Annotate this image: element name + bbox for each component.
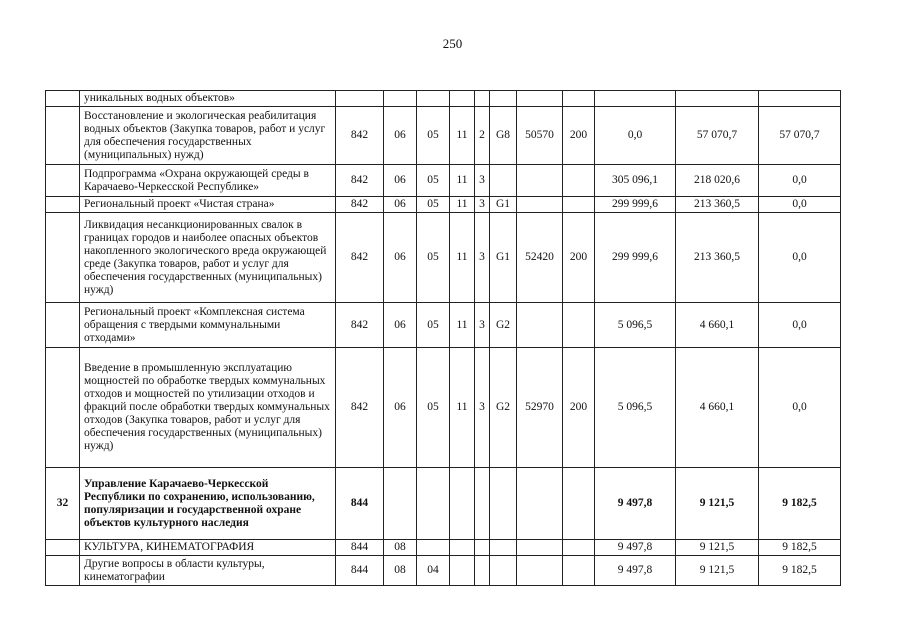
item-name-cell: Ликвидация несанкционированных свалок в границах городов и наиболее опасных объектов накопленного экологического вреда окружающей среде (Закупка товаров, работ и услуг для обеспечения государственных (муниципальных) нужд) [80, 213, 336, 303]
program-code-cell [450, 91, 475, 107]
subprogram-code-cell [475, 540, 490, 556]
amount-year1-cell: 5 096,5 [595, 348, 676, 468]
amount-year3-cell: 9 182,5 [759, 556, 841, 586]
expense-type-cell: 200 [563, 348, 595, 468]
amount-year1-cell: 9 497,8 [595, 468, 676, 540]
subprogram-code-cell: 3 [475, 348, 490, 468]
item-name-cell: Другие вопросы в области культуры, кинематографии [80, 556, 336, 586]
program-code-cell: 11 [450, 197, 475, 213]
direction-code-cell: 50570 [517, 107, 563, 165]
page-number: 250 [442, 36, 463, 51]
amount-year1-cell [595, 91, 676, 107]
subprogram-code-cell [475, 468, 490, 540]
row-number-cell [46, 165, 80, 197]
amount-year1-cell: 9 497,8 [595, 540, 676, 556]
item-name-cell: Региональный проект «Чистая страна» [80, 197, 336, 213]
amount-year2-cell: 213 360,5 [676, 197, 759, 213]
project-code-cell [490, 468, 517, 540]
row-number-cell [46, 91, 80, 107]
ministry-code-cell: 844 [336, 468, 384, 540]
amount-year2-cell: 9 121,5 [676, 540, 759, 556]
ministry-code-cell: 842 [336, 165, 384, 197]
table-row [46, 213, 841, 303]
project-code-cell [490, 540, 517, 556]
amount-year3-cell: 0,0 [759, 348, 841, 468]
row-number-cell [46, 107, 80, 165]
expense-type-cell [563, 468, 595, 540]
ministry-code-cell: 842 [336, 213, 384, 303]
section-code-cell: 06 [384, 348, 417, 468]
amount-year2-cell: 218 020,6 [676, 165, 759, 197]
direction-code-cell [517, 556, 563, 586]
subsection-code-cell: 05 [417, 348, 450, 468]
item-name-cell: Введение в промышленную эксплуатацию мощностей по обработке твердых коммунальных отходов и мощностей по утилизации отходов и фракций после обработки твердых коммунальных отходов (Закупка товаров, работ и услуг для обеспечения государственных (муниципальных) нужд) [80, 348, 336, 468]
amount-year1-cell: 5 096,5 [595, 303, 676, 348]
expense-type-cell: 200 [563, 107, 595, 165]
expense-type-cell [563, 303, 595, 348]
ministry-code-cell: 842 [336, 107, 384, 165]
subprogram-code-cell: 2 [475, 107, 490, 165]
project-code-cell [490, 165, 517, 197]
amount-year2-cell: 4 660,1 [676, 348, 759, 468]
direction-code-cell [517, 197, 563, 213]
row-number-cell [46, 540, 80, 556]
project-code-cell: G8 [490, 107, 517, 165]
project-code-cell [490, 556, 517, 586]
expense-type-cell [563, 540, 595, 556]
subsection-code-cell: 04 [417, 556, 450, 586]
subsection-code-cell: 05 [417, 197, 450, 213]
item-name-cell: КУЛЬТУРА, КИНЕМАТОГРАФИЯ [80, 540, 336, 556]
project-code-cell [490, 91, 517, 107]
ministry-code-cell: 842 [336, 348, 384, 468]
amount-year3-cell: 9 182,5 [759, 540, 841, 556]
section-code-cell: 06 [384, 213, 417, 303]
subprogram-code-cell [475, 556, 490, 586]
ministry-code-cell: 844 [336, 556, 384, 586]
table-row [46, 348, 841, 468]
table-row [46, 303, 841, 348]
program-code-cell: 11 [450, 165, 475, 197]
expense-type-cell [563, 197, 595, 213]
table-row [46, 468, 841, 540]
project-code-cell: G1 [490, 213, 517, 303]
amount-year2-cell: 57 070,7 [676, 107, 759, 165]
table-row [46, 91, 841, 107]
table-row [46, 165, 841, 197]
expense-type-cell [563, 165, 595, 197]
direction-code-cell [517, 165, 563, 197]
direction-code-cell [517, 468, 563, 540]
table-row [46, 107, 841, 165]
direction-code-cell [517, 303, 563, 348]
table-row [46, 556, 841, 586]
amount-year2-cell: 9 121,5 [676, 556, 759, 586]
subsection-code-cell [417, 468, 450, 540]
subprogram-code-cell [475, 91, 490, 107]
subsection-code-cell: 05 [417, 303, 450, 348]
amount-year3-cell: 0,0 [759, 303, 841, 348]
expense-type-cell: 200 [563, 213, 595, 303]
amount-year3-cell: 0,0 [759, 165, 841, 197]
ministry-code-cell [336, 91, 384, 107]
item-name-cell: уникальных водных объектов» [80, 91, 336, 107]
project-code-cell: G2 [490, 348, 517, 468]
ministry-code-cell: 844 [336, 540, 384, 556]
ministry-code-cell: 842 [336, 197, 384, 213]
table-row [46, 197, 841, 213]
amount-year2-cell: 9 121,5 [676, 468, 759, 540]
direction-code-cell [517, 91, 563, 107]
subsection-code-cell [417, 540, 450, 556]
subprogram-code-cell: 3 [475, 197, 490, 213]
program-code-cell [450, 556, 475, 586]
amount-year3-cell: 0,0 [759, 213, 841, 303]
row-number-cell: 32 [46, 468, 80, 540]
row-number-cell [46, 348, 80, 468]
direction-code-cell [517, 540, 563, 556]
amount-year3-cell: 57 070,7 [759, 107, 841, 165]
amount-year1-cell: 0,0 [595, 107, 676, 165]
amount-year2-cell: 4 660,1 [676, 303, 759, 348]
program-code-cell [450, 468, 475, 540]
section-code-cell [384, 468, 417, 540]
section-code-cell: 06 [384, 107, 417, 165]
item-name-cell: Восстановление и экологическая реабилитация водных объектов (Закупка товаров, работ и услуг для обеспечения государственных (муниципальных) нужд) [80, 107, 336, 165]
subsection-code-cell: 05 [417, 107, 450, 165]
subprogram-code-cell: 3 [475, 165, 490, 197]
expense-type-cell [563, 556, 595, 586]
amount-year1-cell: 305 096,1 [595, 165, 676, 197]
amount-year1-cell: 9 497,8 [595, 556, 676, 586]
amount-year3-cell: 0,0 [759, 197, 841, 213]
amount-year3-cell: 9 182,5 [759, 468, 841, 540]
section-code-cell: 06 [384, 197, 417, 213]
ministry-code-cell: 842 [336, 303, 384, 348]
item-name-cell: Подпрограмма «Охрана окружающей среды в Карачаево-Черкесской Республике» [80, 165, 336, 197]
row-number-cell [46, 556, 80, 586]
direction-code-cell: 52970 [517, 348, 563, 468]
program-code-cell: 11 [450, 107, 475, 165]
row-number-cell [46, 197, 80, 213]
project-code-cell: G2 [490, 303, 517, 348]
subsection-code-cell: 05 [417, 213, 450, 303]
project-code-cell: G1 [490, 197, 517, 213]
section-code-cell: 06 [384, 303, 417, 348]
section-code-cell [384, 91, 417, 107]
subprogram-code-cell: 3 [475, 213, 490, 303]
table-row [46, 540, 841, 556]
budget-table [45, 90, 841, 586]
item-name-cell: Региональный проект «Комплексная система обращения с твердыми коммунальными отходами» [80, 303, 336, 348]
amount-year3-cell [759, 91, 841, 107]
program-code-cell: 11 [450, 213, 475, 303]
subsection-code-cell [417, 91, 450, 107]
program-code-cell: 11 [450, 303, 475, 348]
row-number-cell [46, 213, 80, 303]
section-code-cell: 08 [384, 556, 417, 586]
subprogram-code-cell: 3 [475, 303, 490, 348]
direction-code-cell: 52420 [517, 213, 563, 303]
subsection-code-cell: 05 [417, 165, 450, 197]
section-code-cell: 06 [384, 165, 417, 197]
section-code-cell: 08 [384, 540, 417, 556]
amount-year2-cell [676, 91, 759, 107]
amount-year2-cell: 213 360,5 [676, 213, 759, 303]
row-number-cell [46, 303, 80, 348]
item-name-cell: Управление Карачаево-Черкесской Республики по сохранению, использованию, популяризации и государственной охране объектов культурного наследия [80, 468, 336, 540]
expense-type-cell [563, 91, 595, 107]
amount-year1-cell: 299 999,6 [595, 213, 676, 303]
program-code-cell: 11 [450, 348, 475, 468]
program-code-cell [450, 540, 475, 556]
amount-year1-cell: 299 999,6 [595, 197, 676, 213]
